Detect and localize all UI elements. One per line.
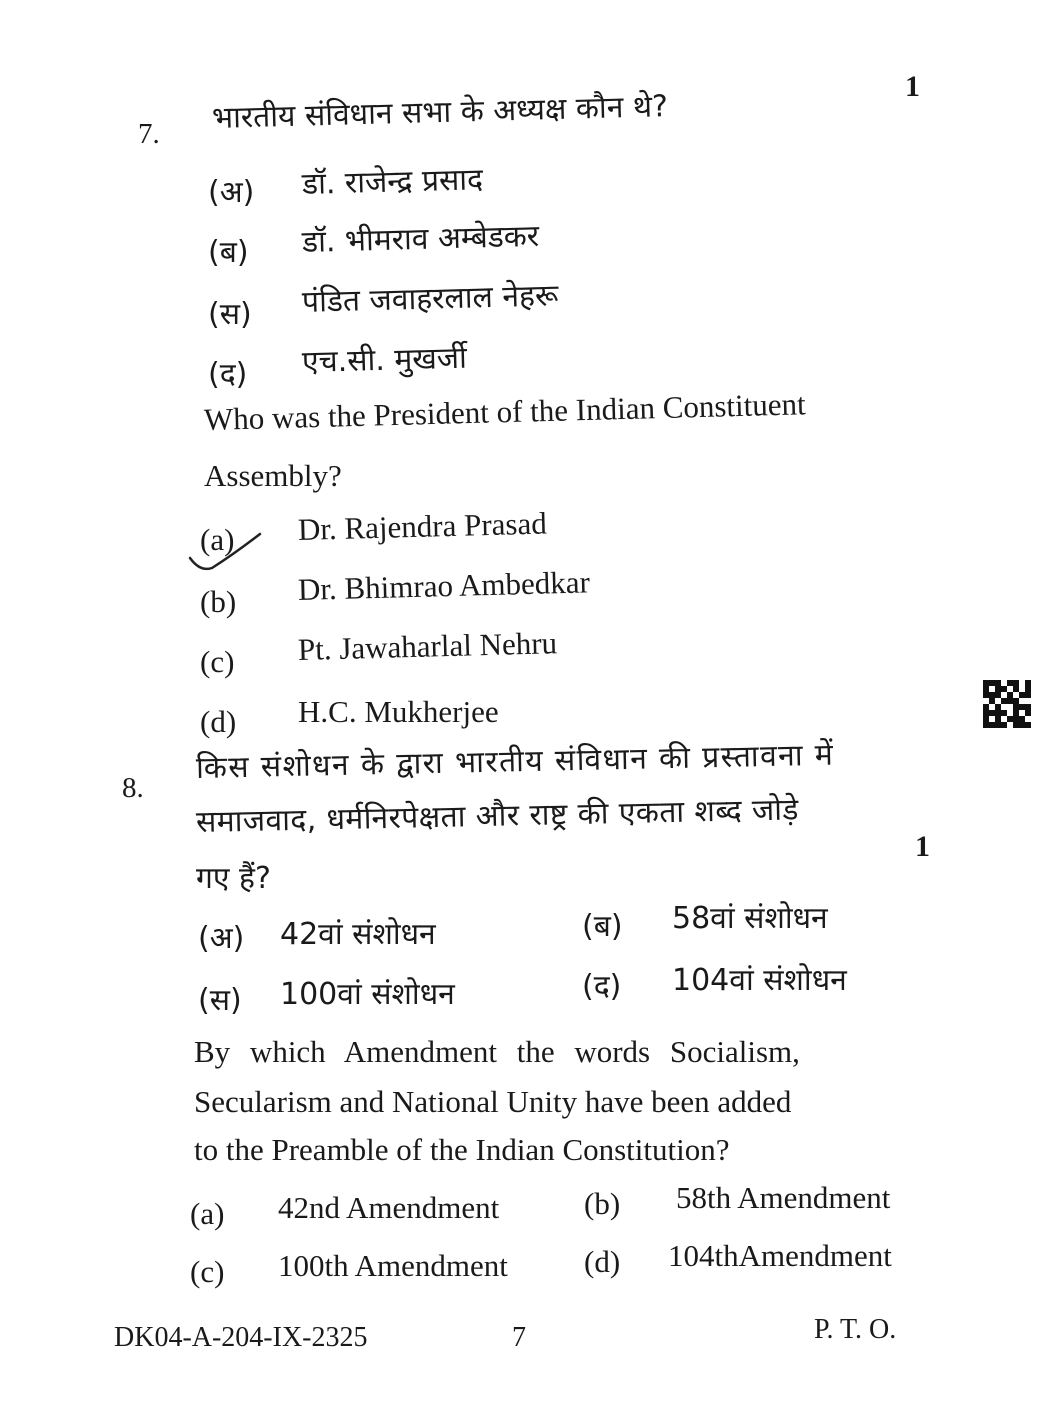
q7-option-en-label-d: (d): [200, 704, 237, 739]
answer-tick-mark: [186, 528, 266, 576]
q8-option-en-text-c: 100th Amendment: [278, 1248, 508, 1283]
please-turn-over: P. T. O.: [814, 1314, 897, 1345]
q8-option-en-label-b: (b): [584, 1186, 621, 1221]
q8-question-hindi-line1: किस संशोधन के द्वारा भारतीय संविधान की प्रस्तावना में: [195, 737, 835, 786]
q8-option-hi-text-c: 100वां संशोधन: [280, 977, 455, 1012]
q7-option-en-text-b: Dr. Bhimrao Ambedkar: [297, 564, 591, 607]
q7-option-en-label-b: (b): [200, 584, 237, 619]
paper-code: DK04-A-204-IX-2325: [114, 1322, 368, 1353]
q8-option-en-text-b: 58th Amendment: [676, 1180, 891, 1215]
q7-number: 7.: [138, 118, 160, 150]
q7-option-en-text-c: Pt. Jawaharlal Nehru: [297, 625, 558, 667]
q7-option-hi-label-c: (स): [208, 297, 252, 332]
q7-question-hindi: भारतीय संविधान सभा के अध्यक्ष कौन थे?: [211, 89, 669, 136]
q7-option-hi-label-d: (द): [208, 357, 248, 392]
q7-question-english-line1: Who was the President of the Indian Constituent: [203, 386, 807, 437]
q8-option-en-label-c: (c): [190, 1254, 225, 1289]
q7-option-hi-text-c: पंडित जवाहरलाल नेहरू: [301, 278, 559, 320]
qr-code: [983, 680, 1031, 728]
q8-number: 8.: [122, 772, 144, 804]
q7-option-hi-label-b: (ब): [208, 235, 249, 270]
page-number: 7: [512, 1322, 526, 1353]
q8-option-hi-label-a: (अ): [198, 921, 245, 956]
q8-option-en-label-d: (d): [584, 1244, 621, 1279]
q8-option-hi-text-d: 104वां संशोधन: [672, 963, 847, 998]
q8-option-en-text-a: 42nd Amendment: [278, 1190, 500, 1225]
q8-question-english-line1: By which Amendment the words Socialism,: [194, 1034, 800, 1069]
q7-option-hi-text-d: एच.सी. मुखर्जी: [301, 340, 468, 380]
q7-option-en-text-d: H.C. Mukherjee: [298, 694, 499, 729]
q8-question-english-line2: Secularism and National Unity have been added: [194, 1084, 792, 1119]
q8-option-en-label-a: (a): [190, 1196, 225, 1231]
q8-option-hi-text-a: 42वां संशोधन: [280, 917, 436, 952]
q8-option-hi-label-c: (स): [198, 983, 242, 1018]
q7-option-en-text-a: Dr. Rajendra Prasad: [297, 505, 548, 547]
q7-marks: 1: [905, 70, 920, 103]
q7-option-en-label-a: (a): [200, 522, 235, 557]
q8-option-en-text-d: 104thAmendment: [668, 1238, 892, 1273]
q7-question-english-line2: Assembly?: [204, 458, 342, 493]
q7-option-hi-label-a: (अ): [208, 175, 255, 210]
q8-option-hi-label-d: (द): [582, 969, 622, 1004]
q8-option-hi-text-b: 58वां संशोधन: [672, 901, 828, 936]
q7-option-hi-text-b: डॉ. भीमराव अम्बेडकर: [301, 218, 540, 260]
q7-option-en-label-c: (c): [200, 644, 235, 679]
q8-question-hindi-line3: गए हैं?: [196, 861, 271, 896]
q8-marks: 1: [915, 830, 930, 863]
q8-question-english-line3: to the Preamble of the Indian Constitution?: [194, 1132, 730, 1167]
q7-option-hi-text-a: डॉ. राजेन्द्र प्रसाद: [301, 162, 484, 202]
q8-option-hi-label-b: (ब): [582, 909, 623, 944]
q8-question-hindi-line2: समाजवाद, धर्मनिरपेक्षता और राष्ट्र की एकता शब्द जोड़े: [195, 792, 800, 840]
